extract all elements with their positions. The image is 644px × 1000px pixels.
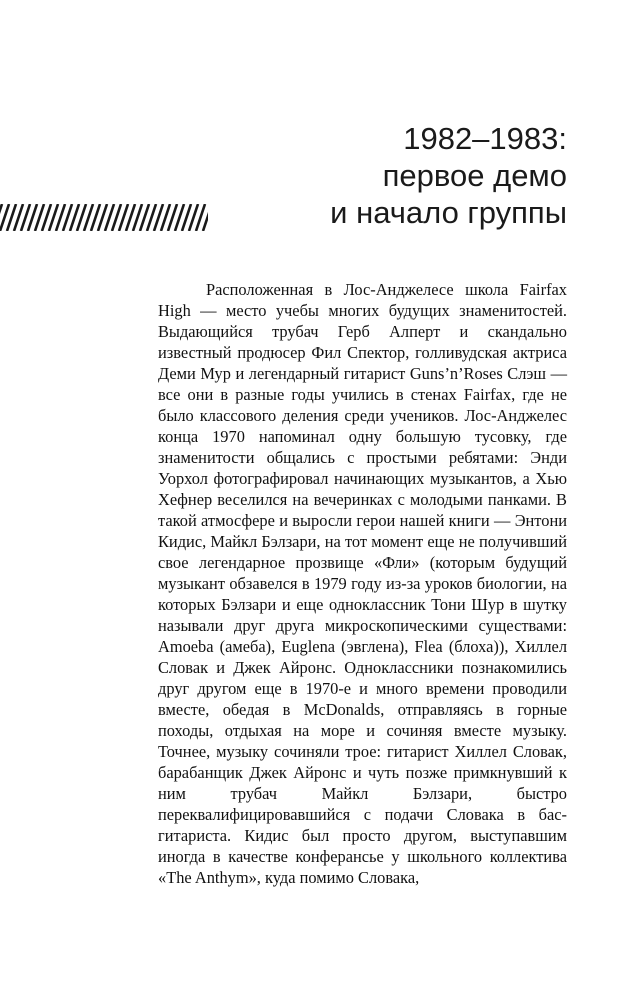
chapter-title-line-2: первое демо (382, 158, 567, 193)
chapter-title (330, 120, 567, 231)
diagonal-hatch-bar-icon (0, 204, 208, 231)
body-paragraph: Расположенная в Лос-Анджелесе школа Fairfax High — место учебы многих будущих знаменитостей. Выдающийся трубач Герб Алперт и скандально известный продюсер Фил Спектор, голливудская актриса Деми Мур и легендарный гитарист Guns’n’Roses Слэш — все они в разные годы учились в стенах Fairfax, где не было классового деления среди учеников. Лос-Анджелес конца 1970 напоминал одну большую тусовку, где знаменитости общались с простыми ребятами: Энди Уорхол фотографировал начинающих музыкантов, а Хью Хефнер веселился на вечеринках с молодыми панками. В такой атмосфере и выросли герои нашей книги — Энтони Кидис, Майкл Бэлзари, на тот момент еще не получивший свое легендарное прозвище «Фли» (которым будущий музыкант обзавелся в 1979 году из-за уроков биологии, на которых Бэлзари и еще одноклассник Тони Шур в шутку называли друг друга микроскопическими существами: Amoeba (амеба), Euglena (эвглена), Flea (блоха)), Хиллел Словак и Джек Айронс. Одноклассники познакомились друг другом еще в 1970-е и много времени проводили вместе, обедая в McDonalds, отправляясь в горные походы, отдыхая на море и сочиняя вместе музыку. Точнее, музыку сочиняли трое: гитарист Хиллел Словак, барабанщик Джек Айронс и чуть позже примкнувший к ним трубач Майкл Бэлзари, быстро переквалифицировавшийся с подачи Словака в бас-гитариста. Кидис был просто другом, выступавшим иногда в качестве конферансье у школьного коллектива «The Anthym», куда помимо Словака, (158, 280, 567, 887)
chapter-title-line-3: и начало группы (330, 195, 567, 230)
chapter-title-years: 1982–1983: (403, 121, 567, 156)
